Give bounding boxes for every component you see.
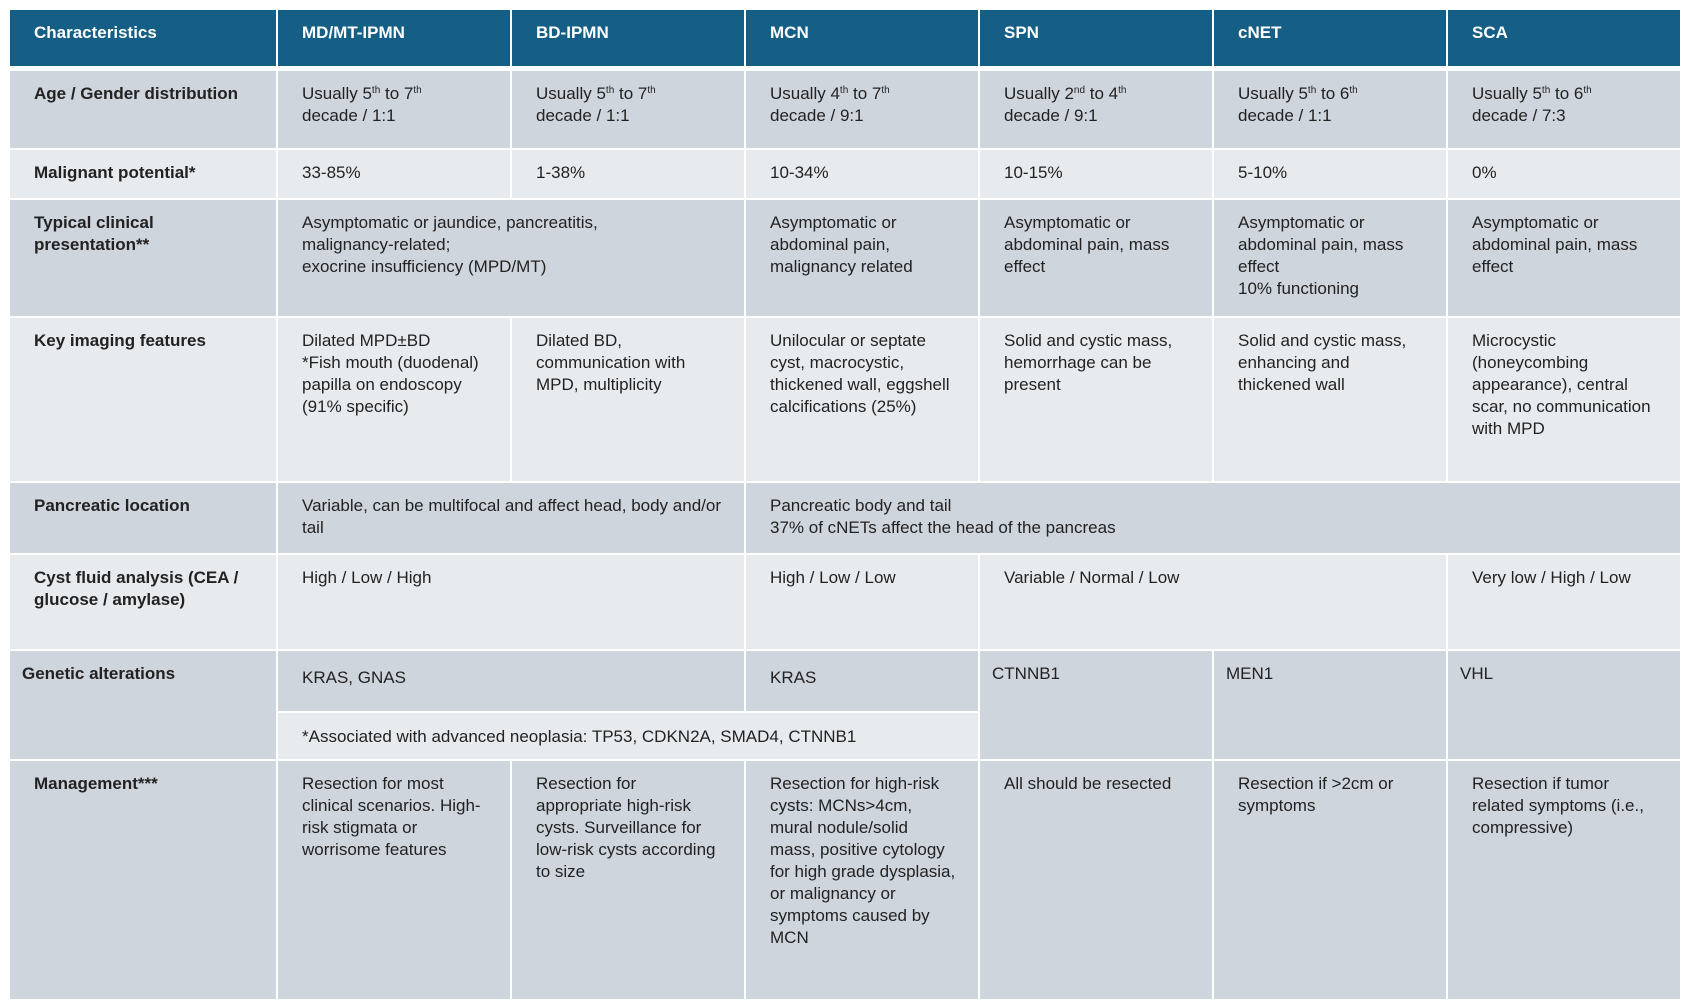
cell-malignant-mcn: 10-34% — [745, 149, 979, 199]
cell-fluid-mcn: High / Low / Low — [745, 554, 979, 650]
cell-management-cnet: Resection if >2cm or symptoms — [1213, 760, 1447, 1000]
cell-clinical-mcn: Asymptomatic or abdominal pain, malignancy related — [745, 199, 979, 317]
row-label-management: Management*** — [9, 760, 277, 1000]
cell-genetic-mcn: KRAS — [745, 650, 979, 712]
cell-imaging-spn: Solid and cystic mass, hemorrhage can be present — [979, 317, 1213, 482]
cell-age-bd-ipmn: Usually 5th to 7th decade / 1:1 — [511, 69, 745, 149]
row-label-cyst-fluid-analysis: Cyst fluid analysis (CEA / glucose / amylase) — [9, 554, 277, 650]
cell-genetic-cnet: MEN1 — [1213, 650, 1447, 760]
cell-imaging-md-mt-ipmn: Dilated MPD±BD *Fish mouth (duodenal) papilla on endoscopy (91% specific) — [277, 317, 511, 482]
row-label-imaging-features: Key imaging features — [9, 317, 277, 482]
row-management — [9, 760, 1681, 1000]
cell-fluid-sca: Very low / High / Low — [1447, 554, 1681, 650]
cell-malignant-sca: 0% — [1447, 149, 1681, 199]
row-genetic-alterations — [9, 650, 1681, 712]
cell-location-others: Pancreatic body and tail 37% of cNETs affect the head of the pancreas — [745, 482, 1681, 554]
cell-malignant-md-mt-ipmn: 33-85% — [277, 149, 511, 199]
header-characteristics: Characteristics — [9, 9, 277, 69]
row-label-age-gender: Age / Gender distribution — [9, 69, 277, 149]
cell-age-cnet: Usually 5th to 6th decade / 1:1 — [1213, 69, 1447, 149]
cell-management-bd-ipmn: Resection for appropriate high-risk cysts. Surveillance for low-risk cysts according to size — [511, 760, 745, 1000]
header-spn: SPN — [979, 9, 1213, 69]
header-bd-ipmn: BD-IPMN — [511, 9, 745, 69]
cell-genetic-sca: VHL — [1447, 650, 1681, 760]
cell-fluid-spn-cnet: Variable / Normal / Low — [979, 554, 1447, 650]
cell-age-spn: Usually 2nd to 4th decade / 9:1 — [979, 69, 1213, 149]
cell-fluid-ipmn: High / Low / High — [277, 554, 745, 650]
row-clinical-presentation — [9, 199, 1681, 317]
cell-imaging-mcn: Unilocular or septate cyst, macrocystic, thickened wall, eggshell calcifications (25%) — [745, 317, 979, 482]
cell-age-mcn: Usually 4th to 7th decade / 9:1 — [745, 69, 979, 149]
cell-clinical-sca: Asymptomatic or abdominal pain, mass effect — [1447, 199, 1681, 317]
cell-imaging-bd-ipmn: Dilated BD, communication with MPD, multiplicity — [511, 317, 745, 482]
comparison-table-container — [8, 8, 1681, 995]
cell-management-sca: Resection if tumor related symptoms (i.e., compressive) — [1447, 760, 1681, 1000]
cell-clinical-spn: Asymptomatic or abdominal pain, mass effect — [979, 199, 1213, 317]
header-md-mt-ipmn: MD/MT-IPMN — [277, 9, 511, 69]
row-label-genetic-alterations: Genetic alterations — [9, 650, 277, 760]
cell-imaging-sca: Microcystic (honeycombing appearance), central scar, no communication with MPD — [1447, 317, 1681, 482]
cell-age-md-mt-ipmn: Usually 5th to 7th decade / 1:1 — [277, 69, 511, 149]
row-imaging-features — [9, 317, 1681, 482]
cell-genetic-spn: CTNNB1 — [979, 650, 1213, 760]
cell-clinical-ipmn: Asymptomatic or jaundice, pancreatitis, malignancy-related; exocrine insufficiency (MPD/MT) — [277, 199, 745, 317]
cell-management-md-mt-ipmn: Resection for most clinical scenarios. High-risk stigmata or worrisome features — [277, 760, 511, 1000]
cell-malignant-cnet: 5-10% — [1213, 149, 1447, 199]
pancreatic-cyst-comparison-table — [8, 8, 1682, 1001]
cell-malignant-bd-ipmn: 1-38% — [511, 149, 745, 199]
row-label-malignant-potential: Malignant potential* — [9, 149, 277, 199]
header-mcn: MCN — [745, 9, 979, 69]
row-age-gender — [9, 69, 1681, 149]
cell-clinical-cnet: Asymptomatic or abdominal pain, mass effect 10% functioning — [1213, 199, 1447, 317]
cell-genetic-advanced-neoplasia: *Associated with advanced neoplasia: TP53, CDKN2A, SMAD4, CTNNB1 — [277, 712, 979, 760]
cell-management-spn: All should be resected — [979, 760, 1213, 1000]
cell-malignant-spn: 10-15% — [979, 149, 1213, 199]
cell-location-ipmn: Variable, can be multifocal and affect head, body and/or tail — [277, 482, 745, 554]
row-cyst-fluid-analysis — [9, 554, 1681, 650]
cell-management-mcn: Resection for high-risk cysts: MCNs>4cm, mural nodule/solid mass, positive cytology for high grade dysplasia, or malignancy or symptoms caused by MCN — [745, 760, 979, 1000]
header-cnet: cNET — [1213, 9, 1447, 69]
header-sca: SCA — [1447, 9, 1681, 69]
row-malignant-potential — [9, 149, 1681, 199]
cell-age-sca: Usually 5th to 6th decade / 7:3 — [1447, 69, 1681, 149]
cell-genetic-ipmn: KRAS, GNAS — [277, 650, 745, 712]
row-label-clinical-presentation: Typical clinical presentation** — [9, 199, 277, 317]
header-row — [9, 9, 1681, 69]
cell-imaging-cnet: Solid and cystic mass, enhancing and thickened wall — [1213, 317, 1447, 482]
row-pancreatic-location — [9, 482, 1681, 554]
row-label-pancreatic-location: Pancreatic location — [9, 482, 277, 554]
